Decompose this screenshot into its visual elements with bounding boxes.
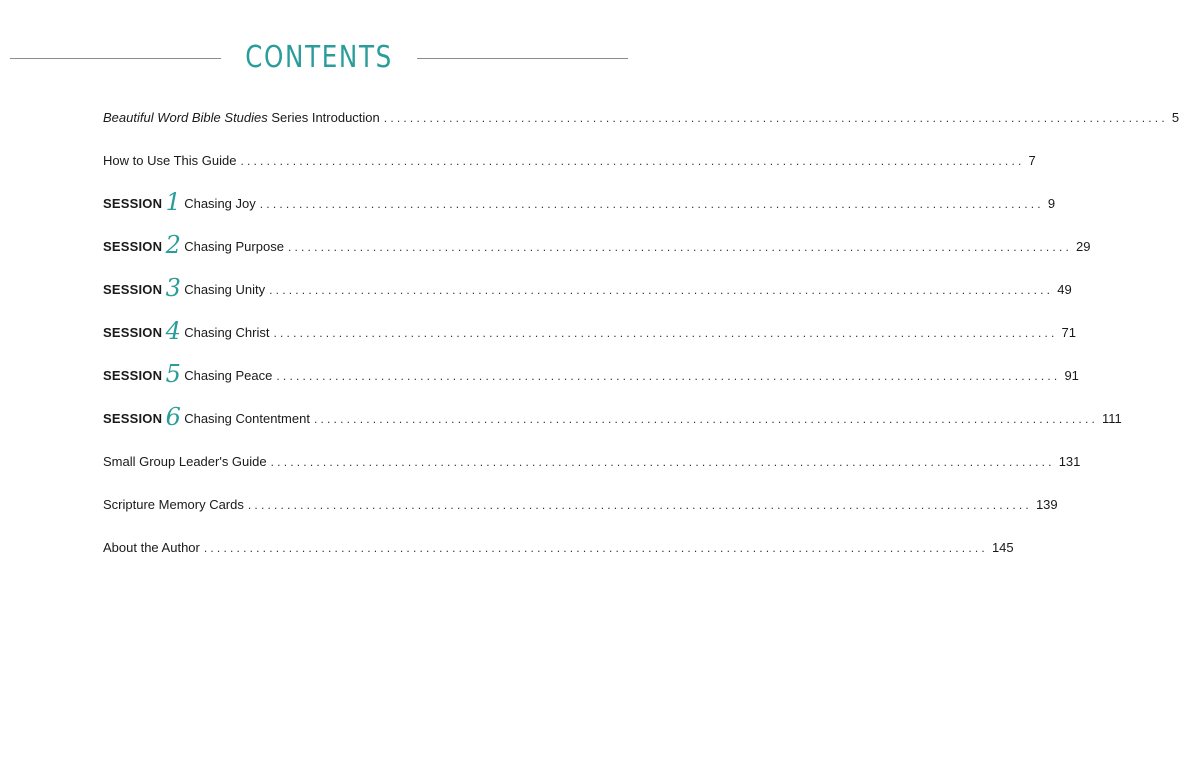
entry-title: About the Author bbox=[103, 540, 200, 555]
dot-leader: ........................................................................................................................ bbox=[276, 368, 1061, 383]
session-label: SESSION bbox=[103, 411, 163, 426]
toc-entry-session-5[interactable] bbox=[103, 354, 1079, 397]
entry-title bbox=[103, 230, 284, 259]
dot-leader: ........................................................................................................................ bbox=[269, 282, 1054, 297]
page-title: CONTENTS bbox=[245, 40, 393, 75]
entry-page-number: 5 bbox=[1171, 110, 1179, 125]
entry-page-number: 9 bbox=[1047, 196, 1056, 211]
dot-leader: ........................................................................................................................ bbox=[247, 497, 1032, 512]
toc-entry-series-introduction[interactable] bbox=[103, 96, 1179, 139]
dot-leader: ........................................................................................................................ bbox=[270, 454, 1055, 469]
entry-page-number: 71 bbox=[1061, 325, 1077, 340]
session-label: SESSION bbox=[103, 282, 163, 297]
toc-entry-memory-cards[interactable] bbox=[103, 483, 1058, 526]
dot-leader: ........................................................................................................................ bbox=[273, 325, 1058, 340]
session-title: Chasing Unity bbox=[184, 282, 266, 297]
entry-title: Small Group Leader's Guide bbox=[103, 454, 267, 469]
session-title: Chasing Purpose bbox=[184, 239, 284, 254]
session-number: 6 bbox=[165, 402, 181, 431]
entry-page-number: 29 bbox=[1076, 239, 1091, 254]
entry-page-number: 131 bbox=[1058, 454, 1081, 469]
dot-leader: ........................................................................................................................ bbox=[240, 153, 1025, 168]
dot-leader: ........................................................................................................................ bbox=[383, 110, 1168, 125]
session-label: SESSION bbox=[103, 239, 163, 254]
session-label: SESSION bbox=[103, 368, 163, 383]
session-number: 4 bbox=[165, 316, 181, 345]
toc-entry-about-author[interactable] bbox=[103, 526, 1014, 569]
entry-title bbox=[103, 273, 266, 302]
entry-page-number: 49 bbox=[1057, 282, 1072, 297]
session-title: Chasing Joy bbox=[184, 196, 256, 211]
entry-page-number: 111 bbox=[1102, 411, 1122, 426]
dot-leader: ........................................................................................................................ bbox=[313, 411, 1099, 426]
session-title: Chasing Peace bbox=[184, 368, 273, 383]
entry-title-italic: Beautiful Word Bible Studies bbox=[103, 110, 268, 125]
session-title: Chasing Contentment bbox=[184, 411, 310, 426]
entry-page-number: 145 bbox=[991, 540, 1014, 555]
entry-title bbox=[103, 110, 380, 125]
toc-entry-session-3[interactable] bbox=[103, 268, 1072, 311]
toc-entry-session-4[interactable] bbox=[103, 311, 1077, 354]
entry-title: How to Use This Guide bbox=[103, 153, 237, 168]
session-number: 1 bbox=[165, 187, 181, 216]
session-title: Chasing Christ bbox=[184, 325, 270, 340]
toc-entry-session-1[interactable] bbox=[103, 182, 1056, 225]
session-number: 3 bbox=[165, 273, 181, 302]
table-of-contents bbox=[103, 96, 1179, 569]
toc-entry-session-6[interactable] bbox=[103, 397, 1122, 440]
entry-page-number: 91 bbox=[1064, 368, 1079, 383]
entry-title bbox=[103, 359, 273, 388]
entry-page-number: 7 bbox=[1028, 153, 1036, 168]
session-number: 5 bbox=[165, 359, 181, 388]
left-divider bbox=[10, 58, 221, 59]
contents-header bbox=[10, 38, 628, 78]
entry-title bbox=[103, 316, 270, 345]
session-number: 2 bbox=[165, 230, 181, 259]
dot-leader: ........................................................................................................................ bbox=[259, 196, 1044, 211]
right-divider bbox=[417, 58, 628, 59]
entry-title-rest: Series Introduction bbox=[267, 110, 380, 125]
toc-entry-how-to-use[interactable] bbox=[103, 139, 1036, 182]
toc-entry-leaders-guide[interactable] bbox=[103, 440, 1081, 483]
entry-page-number: 139 bbox=[1035, 497, 1058, 512]
toc-entry-session-2[interactable] bbox=[103, 225, 1091, 268]
session-label: SESSION bbox=[103, 196, 163, 211]
entry-title: Scripture Memory Cards bbox=[103, 497, 244, 512]
entry-title bbox=[103, 402, 310, 431]
session-label: SESSION bbox=[103, 325, 163, 340]
dot-leader: ........................................................................................................................ bbox=[203, 540, 988, 555]
entry-title bbox=[103, 187, 256, 216]
dot-leader: ........................................................................................................................ bbox=[287, 239, 1073, 254]
